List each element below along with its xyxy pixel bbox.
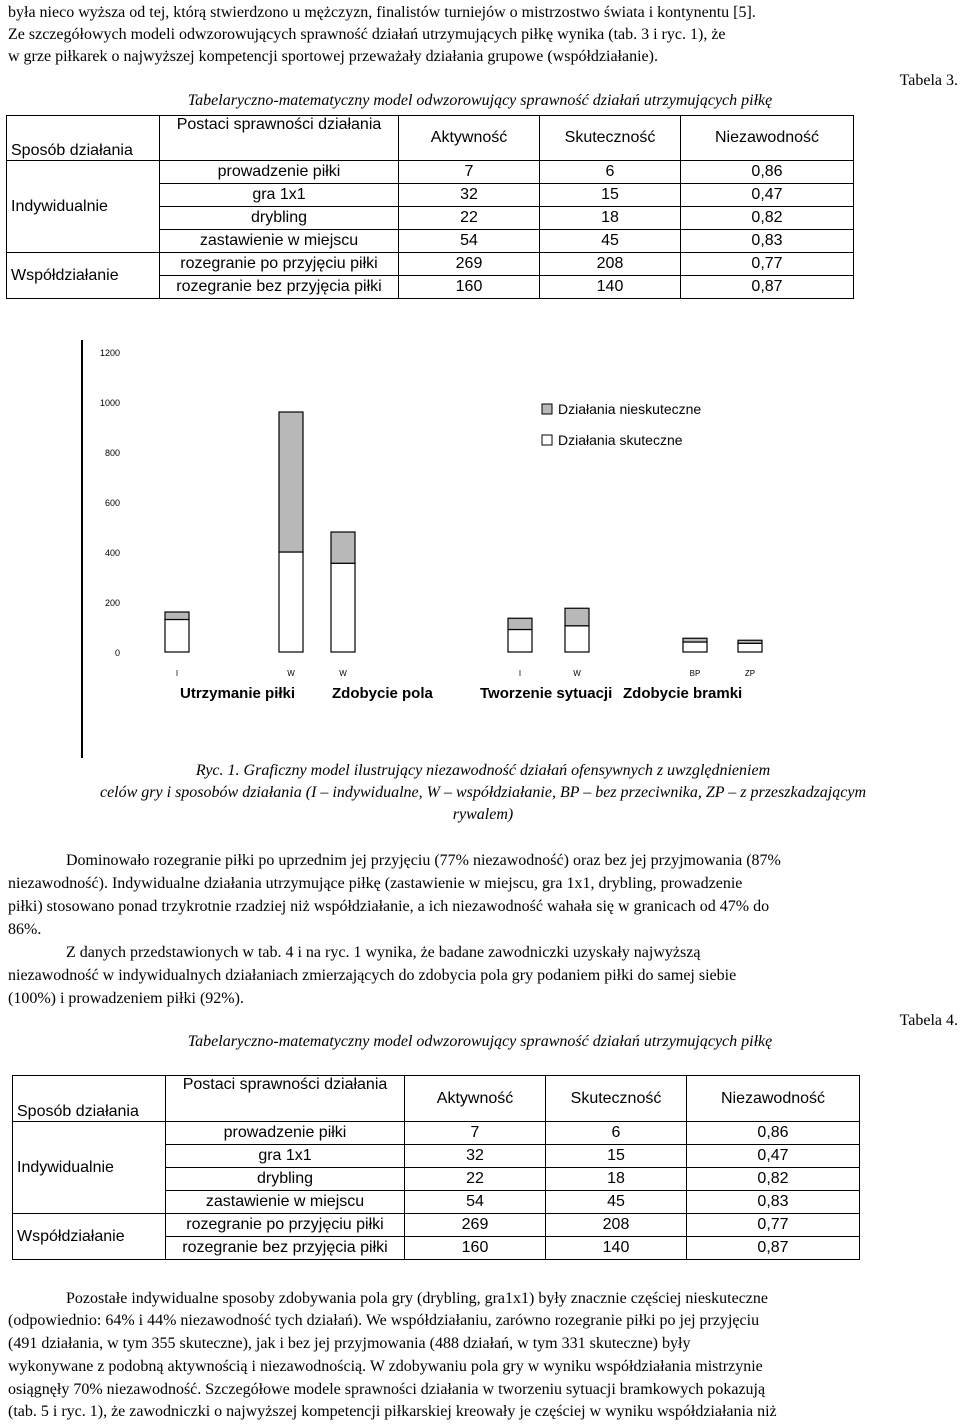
bar-effective	[738, 643, 762, 652]
cell-effectiveness: 15	[540, 184, 681, 207]
cell-activity: 7	[399, 161, 540, 184]
cell-effectiveness: 208	[540, 253, 681, 276]
cell-effectiveness: 18	[546, 1168, 687, 1191]
bar-effective	[165, 620, 189, 653]
intro-line-3: w grze piłkarek o najwyższej kompetencji sportowej przeważały działania grupowe (współdziałanie).	[8, 48, 658, 65]
bar-effective	[279, 552, 303, 652]
cell-activity: 22	[399, 207, 540, 230]
header-reliability: Niezawodność	[681, 116, 854, 161]
cell-form: prowadzenie piłki	[160, 161, 399, 184]
header-effectiveness: Skuteczność	[540, 116, 681, 161]
cell-effectiveness: 45	[540, 230, 681, 253]
cell-effectiveness: 208	[546, 1214, 687, 1237]
y-tick-label: 400	[104, 548, 120, 558]
group-label: Zdobycie bramki	[623, 685, 743, 702]
group-individual: Indywidualnie	[13, 1122, 166, 1214]
y-tick-label: 800	[104, 448, 120, 458]
table-row	[7, 253, 854, 276]
y-tick-label: 600	[104, 498, 120, 508]
cell-form: rozegranie bez przyjęcia piłki	[160, 276, 399, 299]
cell-effectiveness: 6	[546, 1122, 687, 1145]
cell-effectiveness: 140	[546, 1237, 687, 1260]
header-mode: Sposób działania	[13, 1076, 166, 1122]
para3-line-3: (491 działania, w tym 355 skuteczne), jak i bez jej przyjmowania (488 działań, w tym 331 skuteczne) były	[8, 1335, 691, 1352]
cell-reliability: 0,82	[687, 1168, 860, 1191]
x-tick-label: I	[518, 669, 522, 678]
group-label: Zdobycie pola	[332, 685, 433, 702]
cell-reliability: 0,77	[687, 1214, 860, 1237]
group-cooperation: Współdziałanie	[13, 1214, 166, 1260]
x-tick-label: BP	[689, 669, 701, 678]
cell-form: rozegranie bez przyjęcia piłki	[166, 1237, 405, 1260]
cell-form: zastawienie w miejscu	[160, 230, 399, 253]
table-4-label: Tabela 4.	[899, 1012, 958, 1029]
cell-effectiveness: 45	[546, 1191, 687, 1214]
bar-effective	[331, 563, 355, 652]
cell-reliability: 0,47	[687, 1145, 860, 1168]
header-form: Postaci sprawności działania	[160, 116, 399, 161]
cell-reliability: 0,83	[681, 230, 854, 253]
cell-reliability: 0,86	[687, 1122, 860, 1145]
cell-form: drybling	[166, 1168, 405, 1191]
figure-caption-line-3: rywalem)	[452, 806, 514, 823]
x-tick-label: W	[287, 669, 295, 678]
cell-activity: 32	[399, 184, 540, 207]
header-effectiveness: Skuteczność	[546, 1076, 687, 1122]
cell-activity: 32	[405, 1145, 546, 1168]
cell-effectiveness: 18	[540, 207, 681, 230]
para3-line-1: Pozostałe indywidualne sposoby zdobywania pola gry (drybling, gra1x1) były znacznie częściej nieskuteczne	[66, 1290, 768, 1307]
cell-effectiveness: 6	[540, 161, 681, 184]
y-tick-label: 1000	[99, 398, 120, 408]
para2-line-1: Z danych przedstawionych w tab. 4 i na ryc. 1 wynika, że badane zawodniczki uzyskały najwyższą	[66, 944, 701, 961]
cell-activity: 54	[405, 1191, 546, 1214]
cell-reliability: 0,47	[681, 184, 854, 207]
figure-caption-line-1: Ryc. 1. Graficzny model ilustrujący niezawodność działań ofensywnych z uwzględnieniem	[195, 762, 771, 779]
y-tick-label: 0	[114, 648, 120, 658]
cell-reliability: 0,87	[687, 1237, 860, 1260]
cell-form: prowadzenie piłki	[166, 1122, 405, 1145]
bar-ineffective	[683, 638, 707, 642]
table-3-label: Tabela 3.	[899, 72, 958, 89]
reliability-chart	[80, 340, 960, 760]
para3-line-5: osiągnęły 70% niezawodność. Szczegółowe modele sprawności działania w tworzeniu sytuacji bramkowych pokazują	[8, 1381, 766, 1398]
para2-line-2: niezawodność w indywidualnych działaniach zmierzających do zdobycia pola gry podaniem piłki do samej siebie	[8, 967, 737, 984]
para2-line-3: (100%) i prowadzeniem piłki (92%).	[8, 990, 244, 1007]
cell-form: rozegranie po przyjęciu piłki	[160, 253, 399, 276]
x-tick-label: ZP	[744, 669, 756, 678]
header-activity: Aktywność	[405, 1076, 546, 1122]
table-3	[6, 115, 854, 299]
cell-reliability: 0,83	[687, 1191, 860, 1214]
cell-effectiveness: 15	[546, 1145, 687, 1168]
group-label: Utrzymanie piłki	[180, 685, 296, 702]
cell-activity: 7	[405, 1122, 546, 1145]
table-row	[13, 1122, 860, 1145]
intro-line-1: była nieco wyższa od tej, którą stwierdzono u mężczyzn, finalistów turniejów o mistrzostwo świata i kontynentu [5].	[8, 4, 756, 21]
figure-caption-line-2: celów gry i sposobów działania (I – indywidualne, W – współdziałanie, BP – bez przeciwnika, ZP – z przeszkadzającym	[99, 784, 867, 801]
cell-reliability: 0,82	[681, 207, 854, 230]
bar-effective	[565, 626, 589, 652]
para3-line-4: wykonywane z podobną aktywnością i niezawodnością. W zdobywaniu pola gry w wyniku współdziałania mistrzynie	[8, 1358, 763, 1375]
cell-form: zastawienie w miejscu	[166, 1191, 405, 1214]
cell-reliability: 0,86	[681, 161, 854, 184]
bar-ineffective	[279, 412, 303, 552]
legend-swatch-effective	[542, 435, 552, 445]
bar-effective	[683, 642, 707, 652]
cell-reliability: 0,87	[681, 276, 854, 299]
cell-activity: 269	[399, 253, 540, 276]
x-tick-label: W	[573, 669, 581, 678]
cell-activity: 160	[399, 276, 540, 299]
cell-effectiveness: 140	[540, 276, 681, 299]
cell-activity: 54	[399, 230, 540, 253]
para3-line-6: (tab. 5 i ryc. 1), że zawodniczki o najwyższej kompetencji piłkarskiej kreowały je częściej w wyniku współdziałania niż	[8, 1403, 777, 1420]
header-reliability: Niezawodność	[687, 1076, 860, 1122]
para1-line-4: 86%.	[8, 921, 42, 938]
cell-form: gra 1x1	[160, 184, 399, 207]
table-4-caption: Tabelaryczno-matematyczny model odwzorowujący sprawność działań utrzymujących piłkę	[187, 1033, 773, 1050]
group-label: Tworzenie sytuacji	[480, 685, 613, 702]
cell-form: gra 1x1	[166, 1145, 405, 1168]
bar-effective	[508, 630, 532, 653]
y-tick-label: 200	[104, 598, 120, 608]
cell-activity: 160	[405, 1237, 546, 1260]
group-individual: Indywidualnie	[7, 161, 160, 253]
table-4	[12, 1075, 860, 1260]
para1-line-2: niezawodność). Indywidualne działania utrzymujące piłkę (zastawienie w miejscu, gra 1x1, drybling, prowadzenie	[8, 875, 743, 892]
bar-ineffective	[165, 612, 189, 620]
header-mode: Sposób działania	[7, 116, 160, 161]
bar-ineffective	[331, 532, 355, 563]
bar-ineffective	[565, 608, 589, 626]
cell-activity: 269	[405, 1214, 546, 1237]
x-tick-label: I	[175, 669, 179, 678]
para1-line-1: Dominowało rozegranie piłki po uprzednim jej przyjęciu (77% niezawodność) oraz bez jej przyjmowania (87%	[66, 852, 781, 869]
table-3-caption: Tabelaryczno-matematyczny model odwzorowujący sprawność działań utrzymujących piłkę	[187, 92, 773, 109]
header-form: Postaci sprawności działania	[166, 1076, 405, 1122]
legend-swatch-ineffective	[542, 404, 552, 414]
header-activity: Aktywność	[399, 116, 540, 161]
cell-reliability: 0,77	[681, 253, 854, 276]
group-cooperation: Współdziałanie	[7, 253, 160, 299]
cell-activity: 22	[405, 1168, 546, 1191]
para3-line-2: (odpowiednio: 64% i 44% niezawodność tych działań). We współdziałaniu, zarówno rozegranie piłki po jej przyjęciu	[8, 1312, 760, 1329]
table-row	[13, 1214, 860, 1237]
cell-form: rozegranie po przyjęciu piłki	[166, 1214, 405, 1237]
legend-label-ineffective: Działania nieskuteczne	[558, 401, 702, 417]
x-tick-label: W	[339, 669, 347, 678]
bar-ineffective	[738, 640, 762, 643]
table-row	[7, 161, 854, 184]
y-tick-label: 1200	[99, 348, 120, 358]
para1-line-3: piłki) stosowano ponad trzykrotnie rzadziej niż współdziałanie, a ich niezawodność wahała się w granicach od 47% do	[8, 898, 770, 915]
intro-line-2: Ze szczegółowych modeli odwzorowujących sprawność działań utrzymujących piłkę wynika (tab. 3 i ryc. 1), że	[8, 26, 726, 43]
bar-ineffective	[508, 618, 532, 629]
legend-label-effective: Działania skuteczne	[558, 432, 683, 448]
cell-form: drybling	[160, 207, 399, 230]
